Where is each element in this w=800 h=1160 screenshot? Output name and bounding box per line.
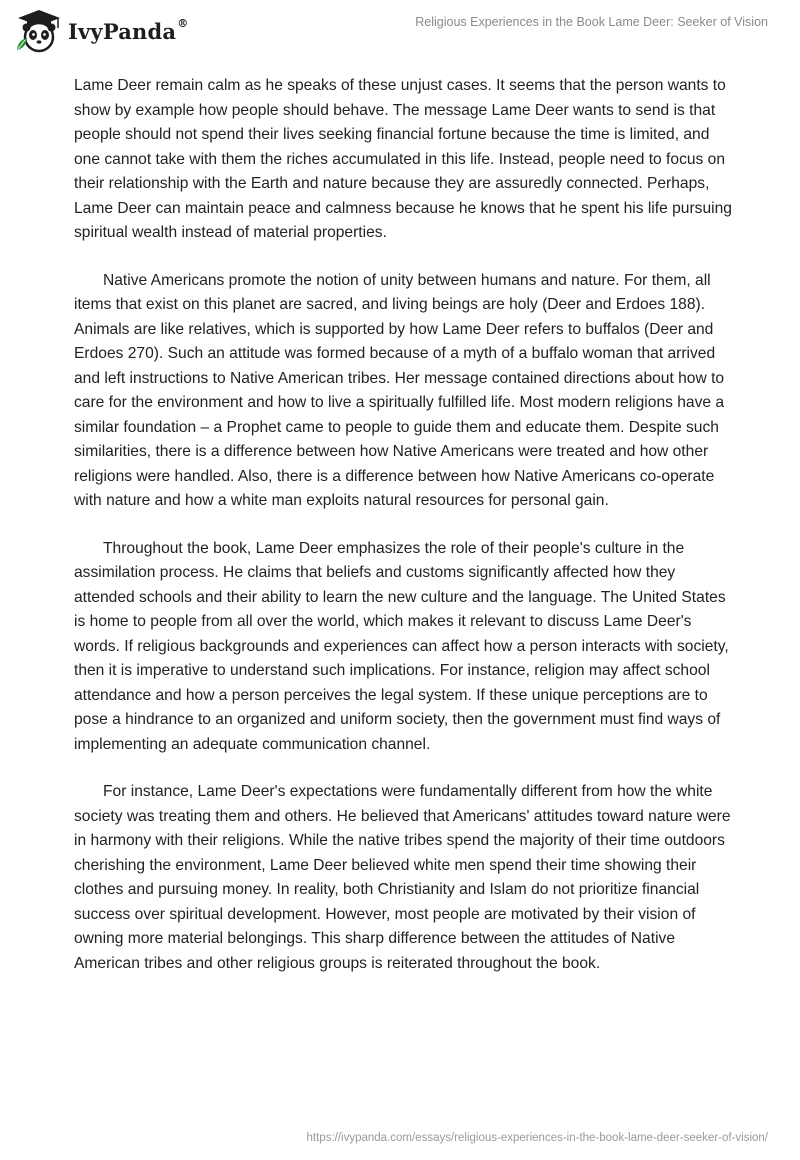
registered-mark: ®	[177, 16, 189, 30]
logo-text: IvyPanda	[68, 18, 177, 44]
paragraph-1: Lame Deer remain calm as he speaks of these unjust cases. It seems that the person wants to show by example how people should behave. The message Lame Deer wants to send is that people should not spend their lives seeking financial fortune because the time is limited, and one cannot take with them the riches accumulated in this life. Instead, people need to focus on their relationship with the Earth and nature because they are assuredly connected. Perhaps, Lame Deer can maintain peace and calmness because he knows that he spent his life pursuing spiritual wealth instead of material properties.	[74, 77, 732, 241]
document-title: Religious Experiences in the Book Lame Deer: Seeker of Vision	[415, 15, 768, 29]
paragraph-3: Throughout the book, Lame Deer emphasizes the role of their people's culture in the assimilation process. He claims that beliefs and customs significantly affected how they attended schools and their ability to learn the new culture and the language. The United States is home to people from all over the world, which makes it relevant to discuss Lame Deer's words. If religious backgrounds and experiences can affect how a person interacts with society, then it is imperative to understand such implications. For instance, religion may affect school attendance and how a person perceives the legal system. If these unique perceptions are to pose a hindrance to an organized and uniform society, then the government must find ways of implementing an adequate communication channel.	[74, 539, 729, 753]
page-header	[0, 0, 800, 64]
source-url[interactable]: https://ivypanda.com/essays/religious-experiences-in-the-book-lame-deer-seeker-of-vision/	[306, 1132, 768, 1144]
paragraph-4: For instance, Lame Deer's expectations were fundamentally different from how the white society was treating them and others. He believed that Americans' attitudes toward nature were in harmony with their religions. While the native tribes spend the majority of their time outdoors cherishing the environment, Lame Deer believed white men spend their time showing their clothes and pursuing money. In reality, both Christianity and Islam do not prioritize financial success over spiritual development. However, most people are motivated by their vision of owning more material belongings. This sharp difference between the attitudes of Native American tribes and other religious groups is reiterated throughout the book.	[74, 783, 731, 972]
logo-wordmark	[68, 16, 189, 44]
paragraph-2: Native Americans promote the notion of unity between humans and nature. For them, all items that exist on this planet are sacred, and living beings are holy (Deer and Erdoes 188). Animals are like relatives, which is supported by how Lame Deer refers to buffalos (Deer and Erdoes 270). Such an attitude was formed because of a myth of a buffalo woman that arrived and left instructions to Native American tribes. Her message contained directions about how to care for the environment and how to live a spiritually fulfilled life. Most modern religions have a similar foundation – a Prophet came to people to guide them and educate them. Despite such similarities, there is a difference between how Native Americans were treated and how other religions were handled. Also, there is a difference between how Native Americans co-operate with nature and how a white man exploits natural resources for personal gain.	[74, 271, 725, 509]
panda-graduate-icon	[14, 8, 64, 54]
ivypanda-logo[interactable]	[14, 8, 188, 54]
essay-body	[74, 74, 734, 999]
